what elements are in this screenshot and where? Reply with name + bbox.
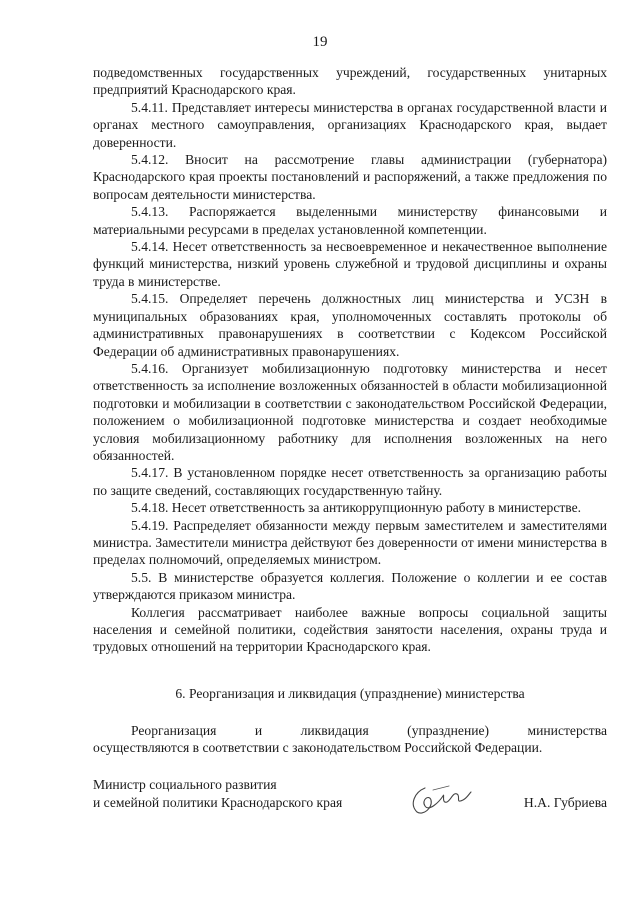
signatory-name: Н.А. Губриева bbox=[523, 795, 607, 810]
signatory-position-line-1: Министр социального развития bbox=[93, 777, 277, 792]
paragraph: подведомственных государственных учреждений, государственных унитарных предприятий Краснодарского края. bbox=[93, 65, 607, 98]
signatory-position-line-2: и семейной политики Краснодарского края bbox=[93, 795, 343, 810]
paragraph: 5.4.11. Представляет интересы министерства в органах государственной власти и органах местного самоуправления, организациях Краснодарского края, выдает доверенности. bbox=[93, 99, 607, 150]
paragraph: 5.4.15. Определяет перечень должностных лиц министерства и УСЗН в муниципальных образованиях края, уполномоченных составлять протоколы об административных правонарушениях в соответствии с Кодексом Российской Федерации об административных правонарушениях. bbox=[93, 291, 607, 359]
paragraph: 5.4.13. Распоряжается выделенными министерству финансовыми и материальными ресурсами в пределах установленной компетенции. bbox=[93, 204, 607, 237]
closing-paragraph bbox=[93, 722, 607, 757]
signature-block bbox=[93, 776, 607, 826]
section-heading: 6. Реорганизация и ликвидация (упразднение) министерства bbox=[175, 686, 525, 701]
paragraph: 5.4.16. Организует мобилизационную подготовку министерства и несет ответственность за исполнение возложенных обязанностей в области мобилизационной подготовки и мобилизации в соответствии с законодательством Российской Федерации, положением о мобилизационной подготовке министерства и создает необходимые условия мобилизационному работнику для исполнения возложенных на него обязанностей. bbox=[93, 360, 607, 463]
closing-line-2: осуществляются в соответствии с законодательством Российской Федерации. bbox=[93, 740, 543, 756]
paragraph: Коллегия рассматривает наиболее важные вопросы социальной защиты населения и семейной политики, содействия занятости населения, охраны труда и трудовых отношений на территории Краснодарского края. bbox=[93, 604, 607, 655]
closing-text bbox=[93, 722, 607, 757]
paragraph: 5.4.18. Несет ответственность за антикоррупционную работу в министерстве. bbox=[131, 500, 582, 516]
paragraph: 5.4.14. Несет ответственность за несвоевременное и некачественное выполнение функций министерства, низкий уровень служебной и трудовой дисциплины и охраны труда в министерстве. bbox=[93, 239, 607, 289]
body-text bbox=[93, 64, 607, 656]
paragraph: 5.4.19. Распределяет обязанности между первым заместителем и заместителями министра. Заместители министра действуют без доверенности от имени министерства в пределах полномочий, определяемых министром. bbox=[93, 517, 607, 568]
closing-line-1: Реорганизация и ликвидация (упразднение) министерства bbox=[131, 723, 607, 738]
paragraph: 5.4.12. Вносит на рассмотрение главы администрации (губернатора) Краснодарского края проекты постановлений и распоряжений, а также предложения по вопросам деятельности министерства. bbox=[93, 152, 607, 202]
paragraph: 5.4.17. В установленном порядке несет ответственность за организацию работы по защите сведений, составляющих государственную тайну. bbox=[93, 465, 607, 498]
paragraph: 5.5. В министерстве образуется коллегия. Положение о коллегии и ее состав утверждаются приказом министра. bbox=[93, 569, 607, 603]
signatory-position bbox=[93, 776, 342, 812]
handwritten-signature bbox=[403, 778, 475, 820]
page-number: 19 bbox=[312, 34, 328, 50]
